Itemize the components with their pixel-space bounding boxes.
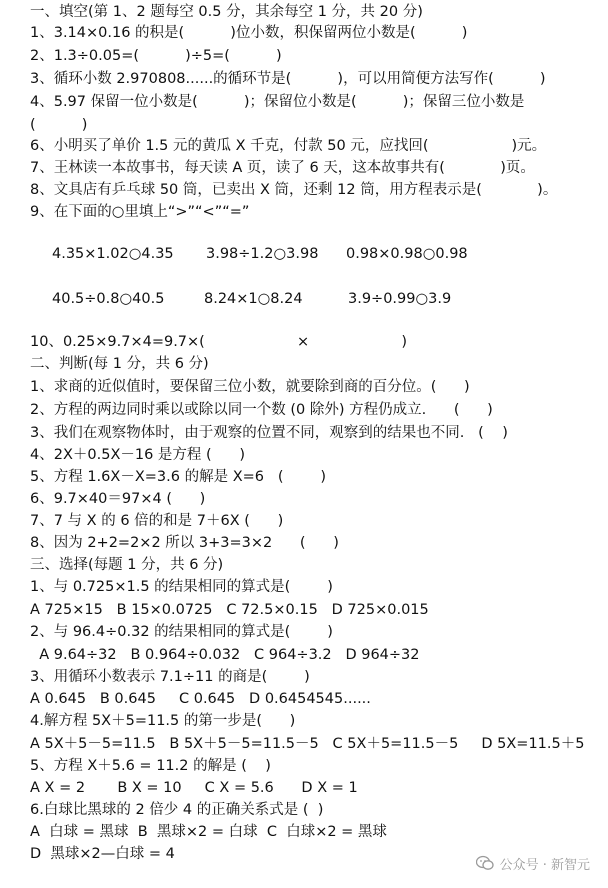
compare-item: 0.98×0.98○0.98 bbox=[346, 246, 468, 262]
compare-item: 4.35×1.02○4.35 bbox=[52, 246, 174, 262]
question-1-4-continued: ( ) bbox=[30, 117, 88, 133]
question-1-1: 1、3.14×0.16 的积是( )位小数，积保留两位小数是( ) bbox=[30, 25, 468, 41]
question-3-3-options: A 0.645 B 0.645 C 0.645 D 0.6454545...... bbox=[30, 691, 371, 707]
question-2-3: 3、我们在观察物体时，由于观察的位置不同，观察到的结果也不同. ( ) bbox=[30, 425, 508, 441]
question-3-3: 3、用循环小数表示 7.1÷11 的商是( ) bbox=[30, 669, 310, 685]
question-1-3: 3、循环小数 2.970808......的循环节是( )，可以用简便方法写作( ) bbox=[30, 71, 546, 87]
question-1-10: 10、0.25×9.7×4=9.7×( × ) bbox=[30, 334, 408, 350]
question-3-1: 1、与 0.725×1.5 的结果相同的算式是( ) bbox=[30, 579, 333, 595]
watermark bbox=[476, 852, 590, 874]
question-1-8: 8、文具店有乒乓球 50 筒，已卖出 X 筒，还剩 12 筒，用方程表示是( )。 bbox=[30, 182, 558, 198]
section-1-title: 一、填空(第 1、2 题每空 0.5 分，其余每空 1 分，共 20 分) bbox=[30, 4, 423, 20]
compare-item: 3.98÷1.2○3.98 bbox=[206, 246, 319, 262]
watermark-text: 公众号 · 新智元 bbox=[499, 857, 590, 873]
question-1-2: 2、1.3÷0.05=( )÷5=( ) bbox=[30, 48, 282, 64]
section-3-title: 三、选择(每题 1 分，共 6 分) bbox=[30, 557, 224, 573]
compare-item: 3.9÷0.99○3.9 bbox=[348, 291, 452, 307]
question-1-6: 6、小明买了单价 1.5 元的黄瓜 X 千克，付款 50 元，应找回( )元。 bbox=[30, 138, 547, 154]
question-3-6: 6.白球比黑球的 2 倍少 4 的正确关系式是 ( ) bbox=[30, 802, 324, 818]
question-3-5-options: A X = 2 B X = 10 C X = 5.6 D X = 1 bbox=[30, 780, 358, 796]
question-3-6-option-d: D 黑球×2—白球 = 4 bbox=[30, 846, 175, 862]
question-2-2: 2、方程的两边同时乘以或除以同一个数 (0 除外) 方程仍成立. ( ) bbox=[30, 402, 493, 418]
question-2-5: 5、方程 1.6X－X=3.6 的解是 X=6 ( ) bbox=[30, 469, 327, 485]
question-2-4: 4、2X＋0.5X－16 是方程 ( ) bbox=[30, 447, 246, 463]
question-3-1-options: A 725×15 B 15×0.0725 C 72.5×0.15 D 725×0.015 bbox=[30, 602, 429, 618]
question-3-2-options: A 9.64÷32 B 0.964÷0.032 C 964÷3.2 D 964÷32 bbox=[30, 647, 420, 663]
question-2-1: 1、求商的近似值时，要保留三位小数，就要除到商的百分位。( ) bbox=[30, 379, 470, 395]
wechat-icon bbox=[476, 855, 494, 871]
question-3-4: 4.解方程 5X＋5=11.5 的第一步是( ) bbox=[30, 713, 296, 729]
question-2-6: 6、9.7×40＝97×4 ( ) bbox=[30, 491, 206, 507]
compare-item: 40.5÷0.8○40.5 bbox=[52, 291, 165, 307]
question-3-4-options: A 5X＋5－5=11.5 B 5X＋5－5=11.5－5 C 5X＋5=11.5－5 D 5X=11.5＋5 bbox=[30, 736, 585, 752]
question-1-9: 9、在下面的○里填上“>”“<”“=” bbox=[30, 204, 250, 220]
compare-item: 8.24×1○8.24 bbox=[204, 291, 303, 307]
section-2-title: 二、判断(每 1 分，共 6 分) bbox=[30, 356, 209, 372]
question-1-4: 4、5.97 保留一位小数是( )；保留位小数是( )；保留三位小数是 bbox=[30, 94, 525, 110]
question-3-6-options: A 白球 = 黑球 B 黑球×2 = 白球 C 白球×2 = 黑球 bbox=[30, 824, 387, 840]
question-3-2: 2、与 96.4÷0.32 的结果相同的算式是( ) bbox=[30, 624, 333, 640]
question-1-7: 7、王林读一本故事书，每天读 A 页，读了 6 天，这本故事共有( )页。 bbox=[30, 160, 535, 176]
question-3-5: 5、方程 X＋5.6 = 11.2 的解是 ( ) bbox=[30, 758, 271, 774]
question-2-7: 7、7 与 X 的 6 倍的和是 7＋6X ( ) bbox=[30, 513, 284, 529]
question-2-8: 8、因为 2+2=2×2 所以 3+3=3×2 ( ) bbox=[30, 535, 339, 551]
